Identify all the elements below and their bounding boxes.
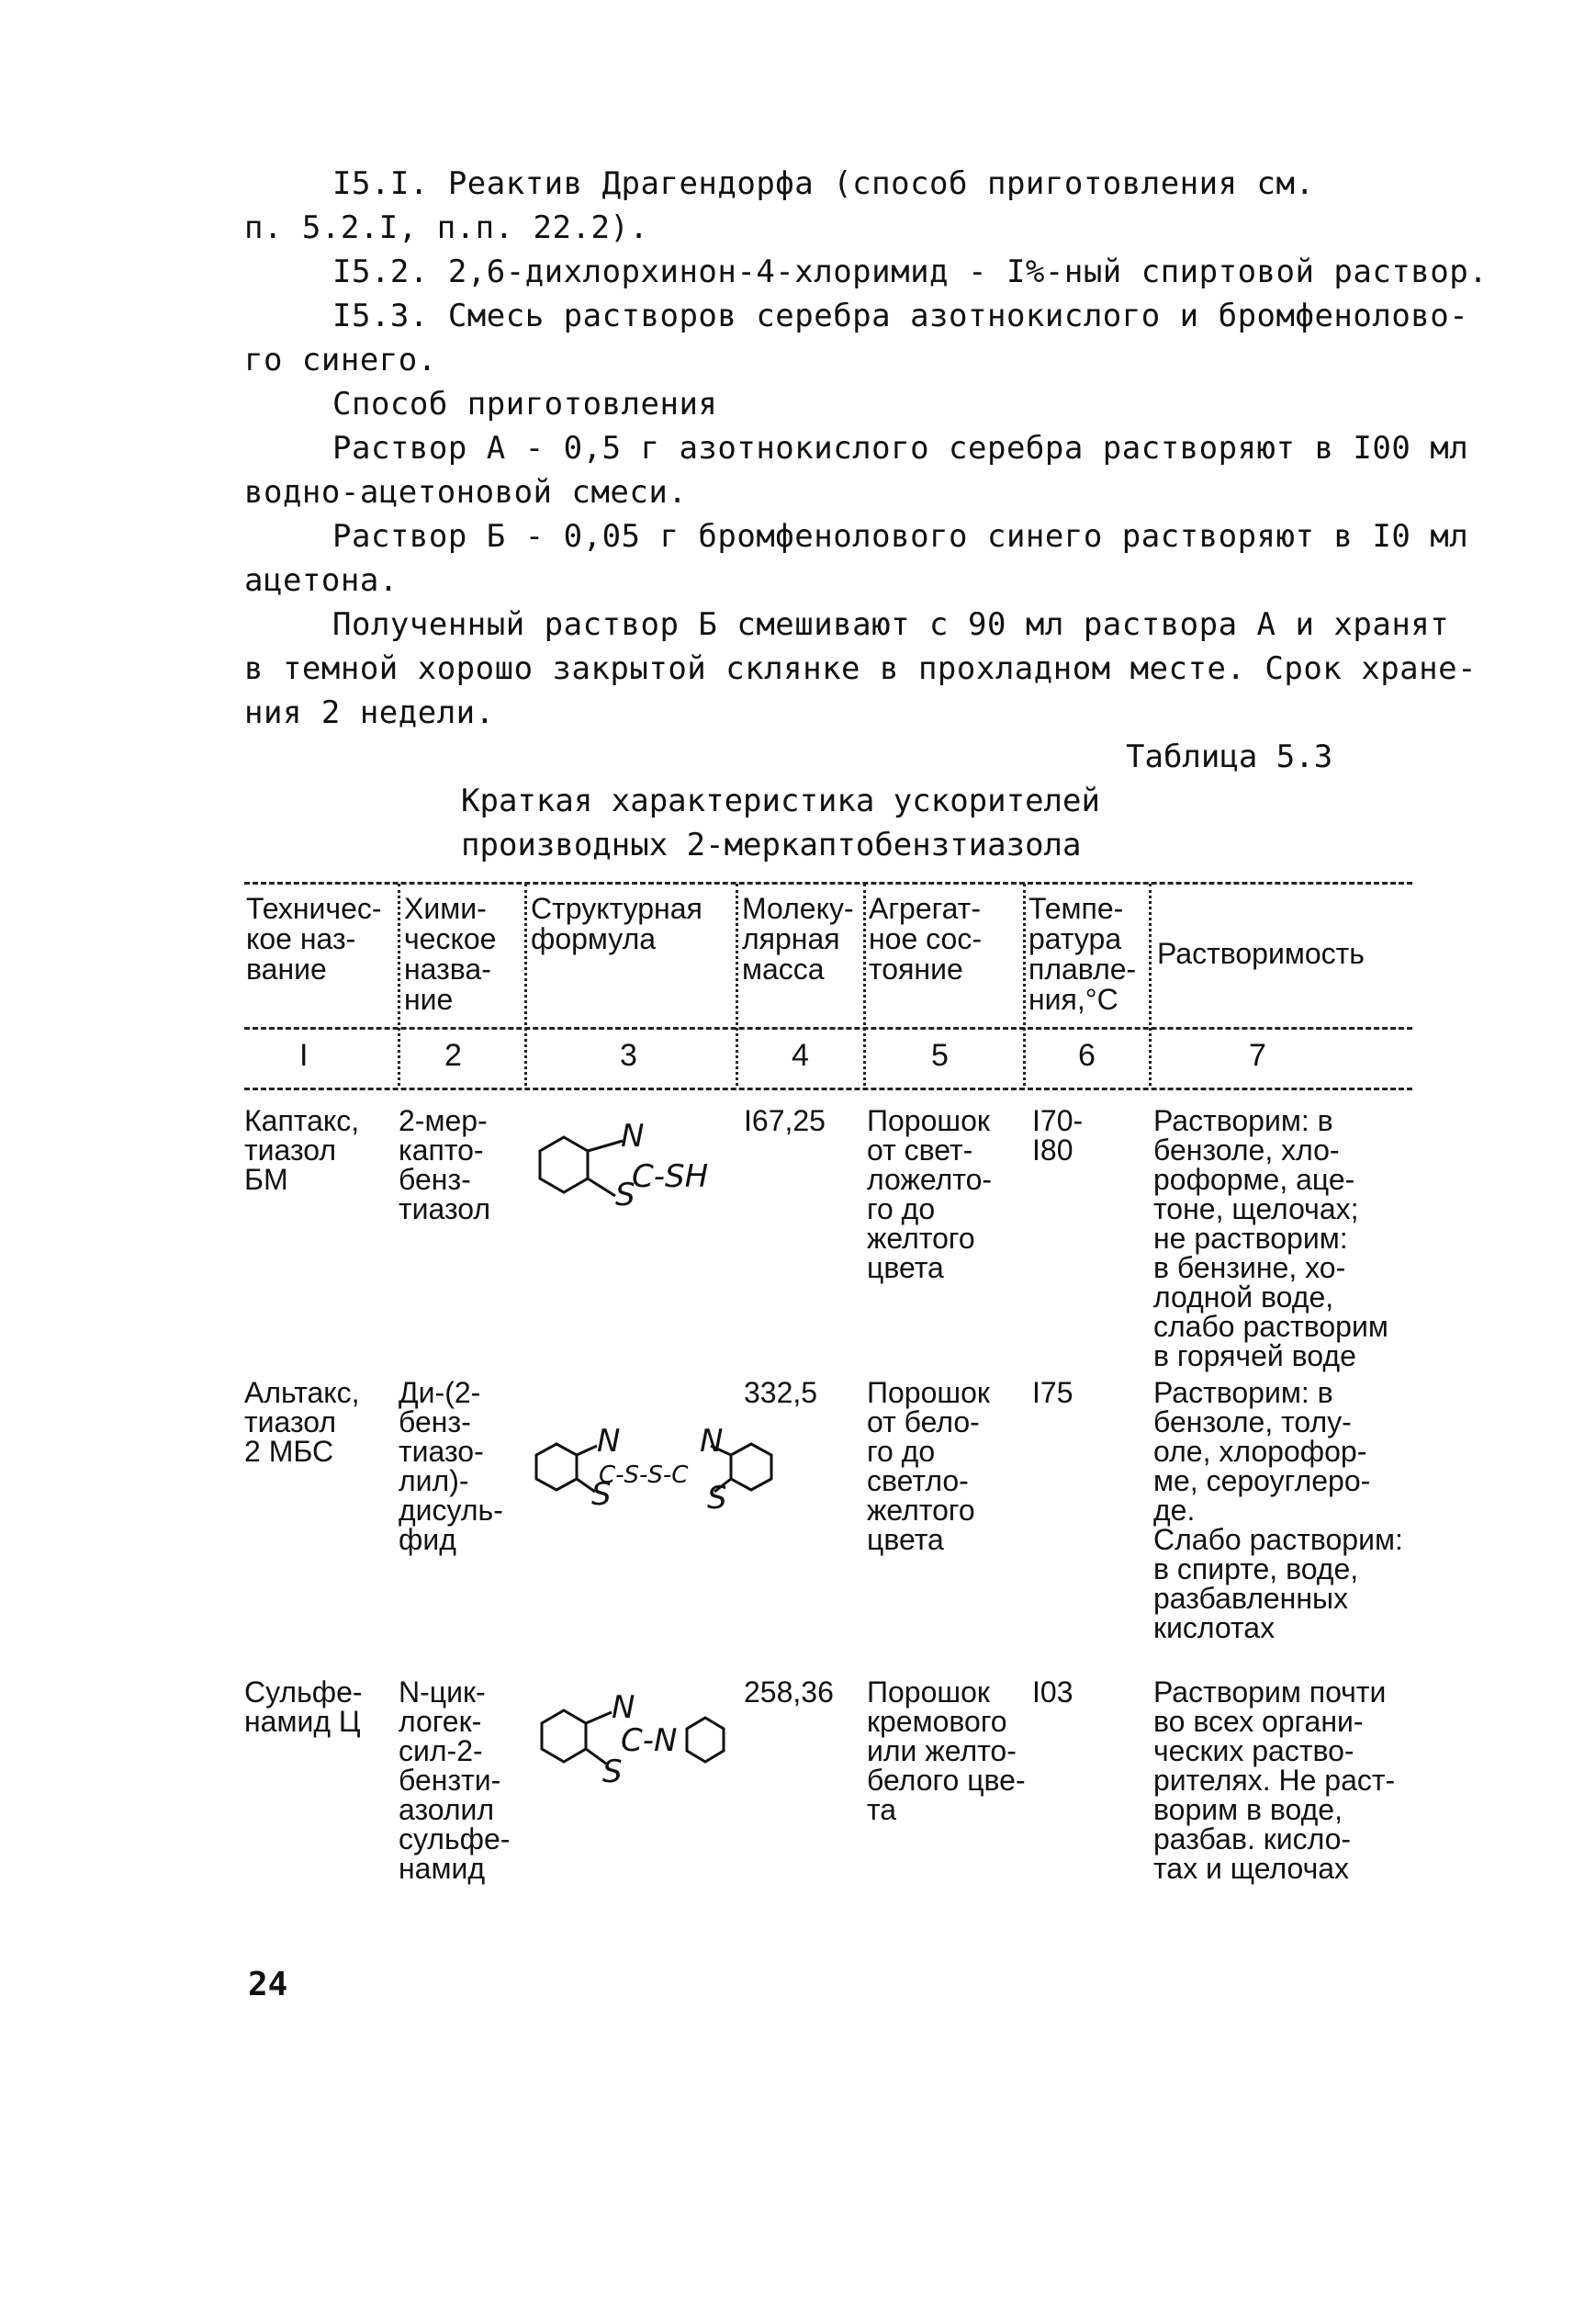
paragraph-line: ацетона. <box>244 562 399 599</box>
formula-atom-s: S <box>615 1177 635 1213</box>
paragraph-line: I5.2. 2,6-дихлорхинон-4-хлоримид - I%-ный спиртовой раствор. <box>332 254 1489 290</box>
column-number: 6 <box>1078 1038 1096 1073</box>
column-number: 5 <box>931 1038 949 1073</box>
paragraph-line: Раствор Б - 0,05 г бромфенолового синего растворяют в I0 мл <box>332 518 1469 555</box>
paragraph-line: п. 5.2.I, п.п. 22.2). <box>244 209 649 246</box>
table-number: Таблица 5.3 <box>1126 739 1333 775</box>
table-cell-tech-name: Альтакс, тиазол 2 МБС <box>244 1376 360 1468</box>
table-cell-tech-name: Каптакс, тиазол БМ <box>244 1104 360 1196</box>
paragraph-line: I5.I. Реактив Драгендорфа (способ приготовления см. <box>332 165 1315 202</box>
table-cell-melting: I75 <box>1032 1376 1073 1409</box>
formula-atom-s: S <box>602 1754 623 1790</box>
table-cell-solubility: Растворим: в бензоле, толу- оле, хлорофор- ме, сероуглеро- де. Слабо растворим: в спирте, воде, разбавленных кислотах <box>1153 1376 1403 1644</box>
paragraph-line: Раствор А - 0,5 г азотнокислого серебра растворяют в I00 мл <box>332 430 1469 467</box>
column-header: Структурная формула <box>531 892 702 955</box>
column-header: Техничес- кое наз- вание <box>246 892 382 986</box>
paragraph-line: ния 2 недели. <box>244 694 495 731</box>
table-title: производных 2-меркаптобензтиазола <box>461 827 1082 863</box>
formula-group: C-S-S-C <box>599 1461 689 1489</box>
table-cell-state: Порошок кремового или желто- белого цве- та <box>867 1675 1026 1826</box>
table-cell-chem-name: Ди-(2- бенз- тиазо- лил)- дисуль- фид <box>399 1376 503 1556</box>
structural-formula <box>527 1118 738 1222</box>
table-title: Краткая характеристика ускорителей <box>461 783 1100 819</box>
paragraph-line: Полученный раствор Б смешивают с 90 мл раствора А и хранят <box>332 606 1450 643</box>
table-cell-state: Порошок от бело- го до светло- желтого цвета <box>867 1376 990 1556</box>
table-cell-melting: I03 <box>1032 1675 1073 1709</box>
column-separator <box>398 884 400 1086</box>
table-cell-solubility: Растворим: в бензоле, хло- роформе, аце- тоне, щелочах; не растворим: в бензине, хо- лодной воде, слабо растворим в горячей воде <box>1153 1104 1388 1372</box>
table-cell-melting: I70- I80 <box>1032 1104 1084 1167</box>
paragraph-line: водно-ацетоновой смеси. <box>244 474 688 511</box>
structural-formula <box>536 1690 747 1791</box>
column-separator <box>863 884 866 1086</box>
table-cell-chem-name: N-цик- логек- сил-2- бензти- азолил сульфе- намид <box>399 1675 511 1885</box>
column-number: 4 <box>792 1038 809 1073</box>
table-rule <box>244 1027 1412 1030</box>
column-separator <box>1023 884 1026 1086</box>
table-cell-chem-name: 2-мер- капто- бенз- тиазол <box>399 1104 491 1225</box>
table-rule <box>244 1088 1412 1090</box>
table-cell-mass: I67,25 <box>744 1104 826 1137</box>
column-header: Агрегат- ное сос- тояние <box>869 892 982 986</box>
section-heading: Способ приготовления <box>332 386 718 423</box>
column-separator <box>736 884 738 1086</box>
formula-atom-s: S <box>591 1476 612 1513</box>
table-cell-solubility: Растворим почти во всех органи- ческих раство- рителях. Не раст- ворим в воде, разбав. кисло- тах и щелочах <box>1153 1675 1396 1885</box>
paragraph-line: в темной хорошо закрытой склянке в прохладном месте. Срок хране- <box>244 650 1478 687</box>
formula-group: C-SH <box>632 1158 709 1195</box>
column-header: Молеку- лярная масса <box>742 892 854 986</box>
formula-atom-n: N <box>700 1423 724 1460</box>
table-cell-tech-name: Сульфе- намид Ц <box>244 1675 363 1738</box>
column-number: 2 <box>444 1038 462 1073</box>
formula-atom-n: N <box>597 1423 621 1460</box>
column-separator <box>524 884 527 1086</box>
column-number: I <box>299 1038 309 1073</box>
column-separator <box>1149 884 1152 1086</box>
column-number: 3 <box>620 1038 637 1073</box>
table-rule <box>244 882 1412 885</box>
column-header: Темпе- ратура плавле- ния,°С <box>1028 892 1137 1016</box>
table-cell-state: Порошок от свет- ложелто- го до желтого цвета <box>867 1104 993 1284</box>
column-header: Растворимость <box>1157 937 1365 970</box>
structural-formula <box>534 1423 773 1517</box>
column-header: Хими- ческое назва- ние <box>404 892 497 1016</box>
formula-group: C-N <box>621 1722 678 1759</box>
formula-atom-n: N <box>612 1689 635 1726</box>
formula-atom-s: S <box>707 1480 727 1517</box>
paragraph-line: го синего. <box>244 342 437 378</box>
page-number: 24 <box>248 1966 288 2003</box>
column-number: 7 <box>1249 1038 1266 1073</box>
table-cell-mass: 332,5 <box>744 1376 818 1409</box>
formula-atom-n: N <box>621 1118 645 1155</box>
paragraph-line: I5.3. Смесь растворов серебра азотнокислого и бромфенолово- <box>332 298 1469 334</box>
table-cell-mass: 258,36 <box>744 1675 834 1709</box>
